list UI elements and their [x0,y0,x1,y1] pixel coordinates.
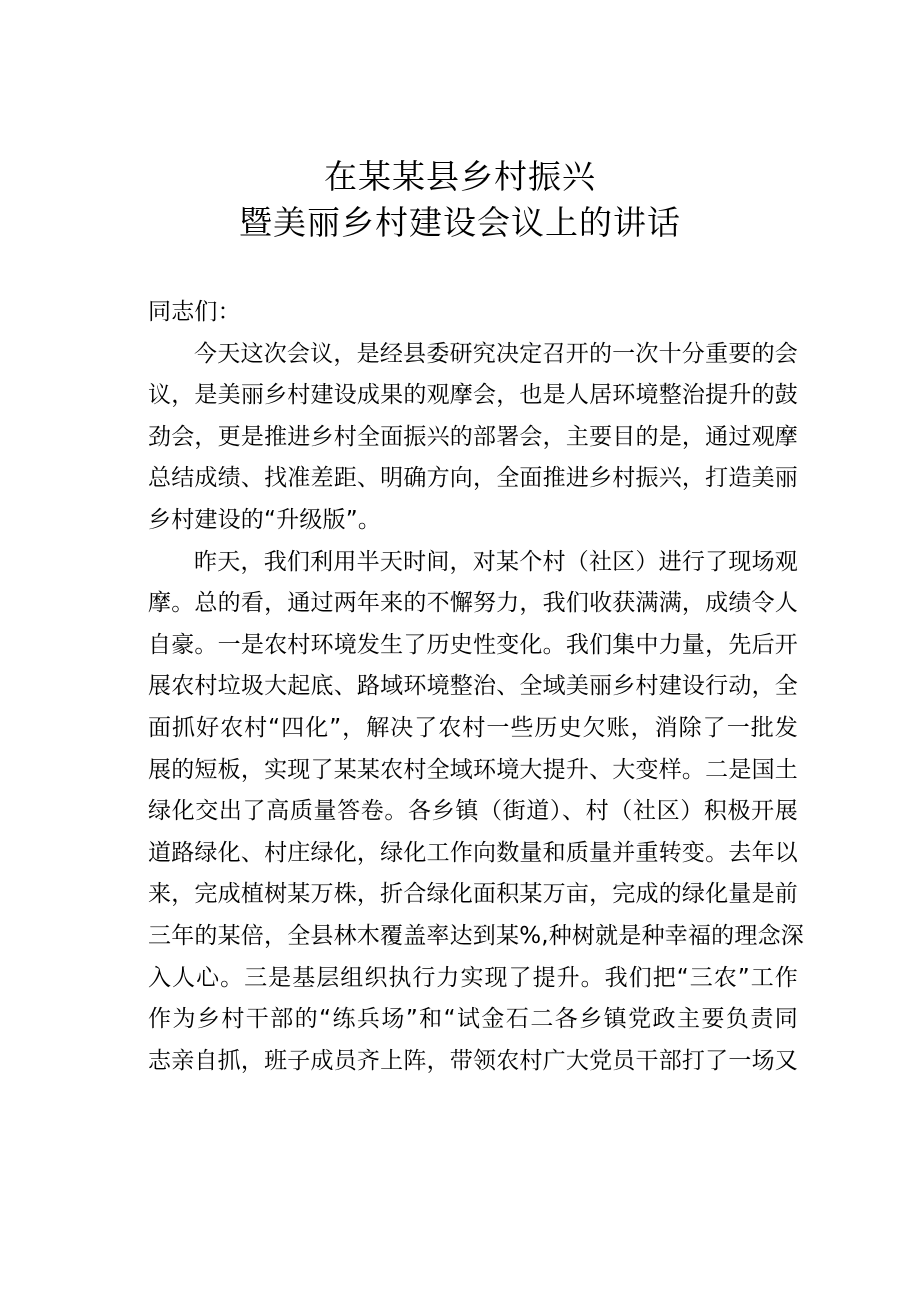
paragraph-1-line: 议，是美丽乡村建设成果的观摩会，也是人居环境整治提升的鼓 [148,382,798,409]
document-title [0,154,920,246]
paragraph-1-line: 总结成绩、找准差距、明确方向，全面推进乡村振兴，打造美丽 [148,465,798,492]
paragraph-2-line: 作为乡村干部的“练兵场”和“试金石二各乡镇党政主要负责同 [148,1006,798,1033]
paragraph-2-line: 志亲自抓，班子成员齐上阵，带领农村广大党员干部打了一场又 [148,1047,798,1074]
paragraph-2-line: 入人心。三是基层组织执行力实现了提升。我们把“三农”工作 [148,964,798,991]
paragraph-1-line: 劲会，更是推进乡村全面振兴的部署会，主要目的是，通过观摩 [148,423,798,450]
paragraph-2-line: 自豪。一是农村环境发生了历史性变化。我们集中力量，先后开 [148,631,798,658]
title-line-2: 暨美丽乡村建设会议上的讲话 [239,203,681,242]
paragraph-2-line: 来，完成植树某万株，折合绿化面积某万亩，完成的绿化量是前 [148,881,798,908]
paragraph-2-line: 摩。总的看，通过两年来的不懈努力，我们收获满满，成绩令人 [148,590,798,617]
title-line-1: 在某某县乡村振兴 [324,157,596,196]
paragraph-1-line: 乡村建设的“升级版”。 [148,506,382,533]
paragraph-2-line: 道路绿化、村庄绿化，绿化工作向数量和质量并重转变。去年以 [148,839,798,866]
paragraph-2-line: 展农村垃圾大起底、路域环境整治、全域美丽乡村建设行动，全 [148,673,798,700]
paragraph-1-line: 今天这次会议，是经县委研究决定召开的一次十分重要的会 [194,340,798,367]
paragraph-2-line: 绿化交出了高质量答卷。各乡镇（街道）、村（社区）积极开展 [148,798,798,825]
paragraph-2-line: 三年的某倍，全县林木覆盖率达到某%,种树就是种幸福的理念深 [148,922,804,949]
paragraph-2-line: 昨天，我们利用半天时间，对某个村（社区）进行了现场观 [194,548,798,575]
paragraph-2-line: 面抓好农村“四化”，解决了农村一些历史欠账，消除了一批发 [148,714,798,741]
document-body [148,292,804,1082]
salutation: 同志们： [148,299,241,325]
paragraph-2-line: 展的短板，实现了某某农村全域环境大提升、大变样。二是国土 [148,756,798,783]
